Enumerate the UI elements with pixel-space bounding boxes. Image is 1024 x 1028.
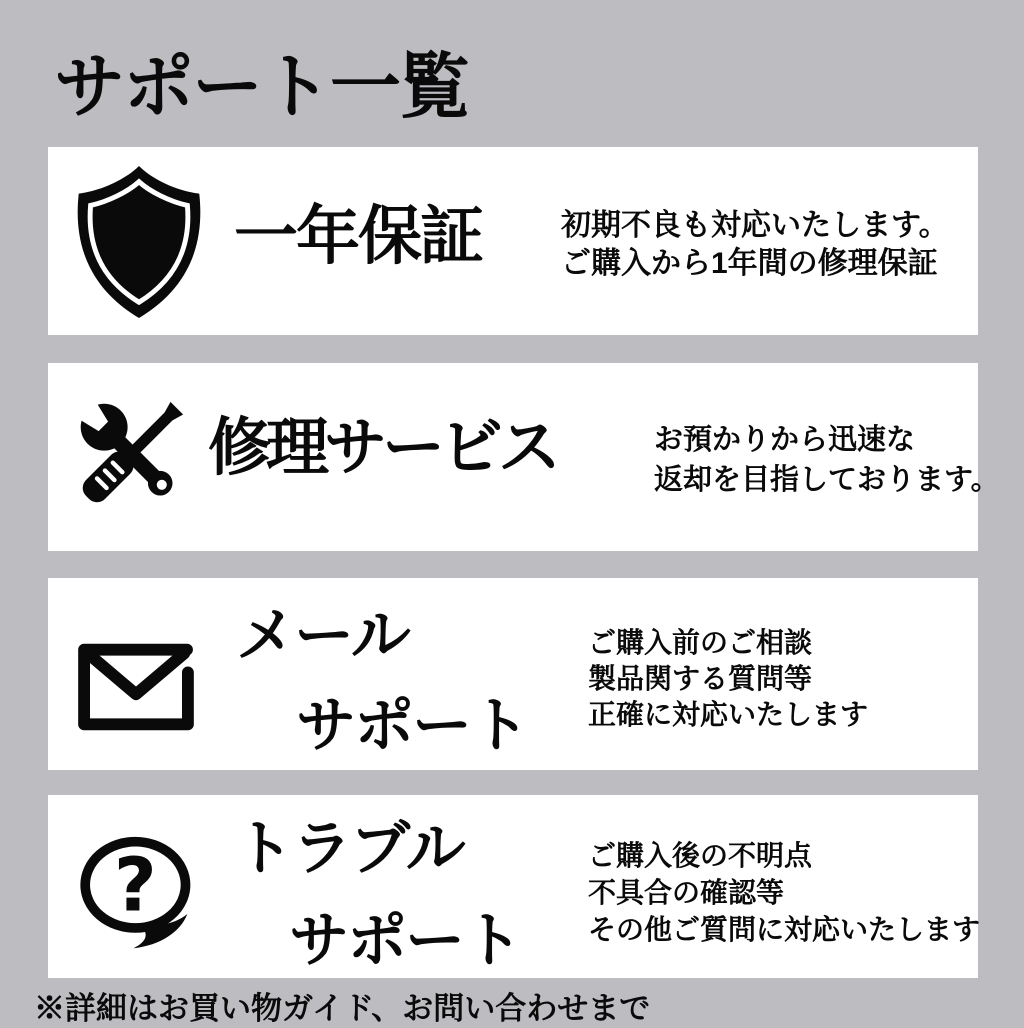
page-title: サポート一覧 bbox=[54, 48, 469, 127]
description-line: 正確に対応いたします bbox=[588, 699, 869, 730]
mail-icon bbox=[66, 636, 206, 738]
wrench-screwdriver-icon bbox=[64, 383, 198, 525]
heading-line: サポート bbox=[296, 692, 528, 759]
svg-text:?: ? bbox=[113, 842, 157, 929]
card-description bbox=[654, 420, 1000, 500]
card-heading bbox=[236, 591, 528, 771]
description-line: ご購入から1年間の修理保証 bbox=[561, 247, 938, 280]
card-heading bbox=[234, 200, 482, 272]
card-heading bbox=[234, 803, 521, 987]
heading-line: トラブル bbox=[234, 815, 464, 882]
heading-line: メール bbox=[236, 602, 409, 669]
mail-support-card bbox=[48, 578, 978, 770]
description-line: ご購入後の不明点 bbox=[588, 840, 813, 871]
description-line: 不具合の確認等 bbox=[588, 877, 785, 908]
card-heading bbox=[208, 413, 556, 483]
card-description bbox=[588, 625, 868, 733]
heading-line: サポート bbox=[289, 907, 521, 974]
warranty-card bbox=[48, 147, 978, 335]
description-line: ご購入前のご相談 bbox=[588, 627, 813, 658]
card-description bbox=[561, 207, 949, 283]
question-bubble-icon bbox=[72, 828, 204, 954]
trouble-support-card bbox=[48, 795, 981, 978]
heading-line: 一年保証 bbox=[234, 200, 482, 272]
heading-line: 修理サービス bbox=[208, 413, 556, 483]
card-description bbox=[588, 837, 980, 948]
description-line: お預かりから迅速な bbox=[654, 424, 916, 456]
description-line: 初期不良も対応いたします。 bbox=[561, 209, 949, 242]
description-line: 製品関する質問等 bbox=[588, 663, 813, 694]
shield-icon bbox=[64, 161, 214, 323]
repair-service-card bbox=[48, 363, 1000, 551]
description-line: その他ご質問に対応いたします bbox=[588, 914, 981, 945]
footer-note: ※詳細はお買い物ガイド、お問い合わせまで bbox=[34, 991, 651, 1026]
description-line: 返却を目指しております。 bbox=[654, 464, 1000, 496]
